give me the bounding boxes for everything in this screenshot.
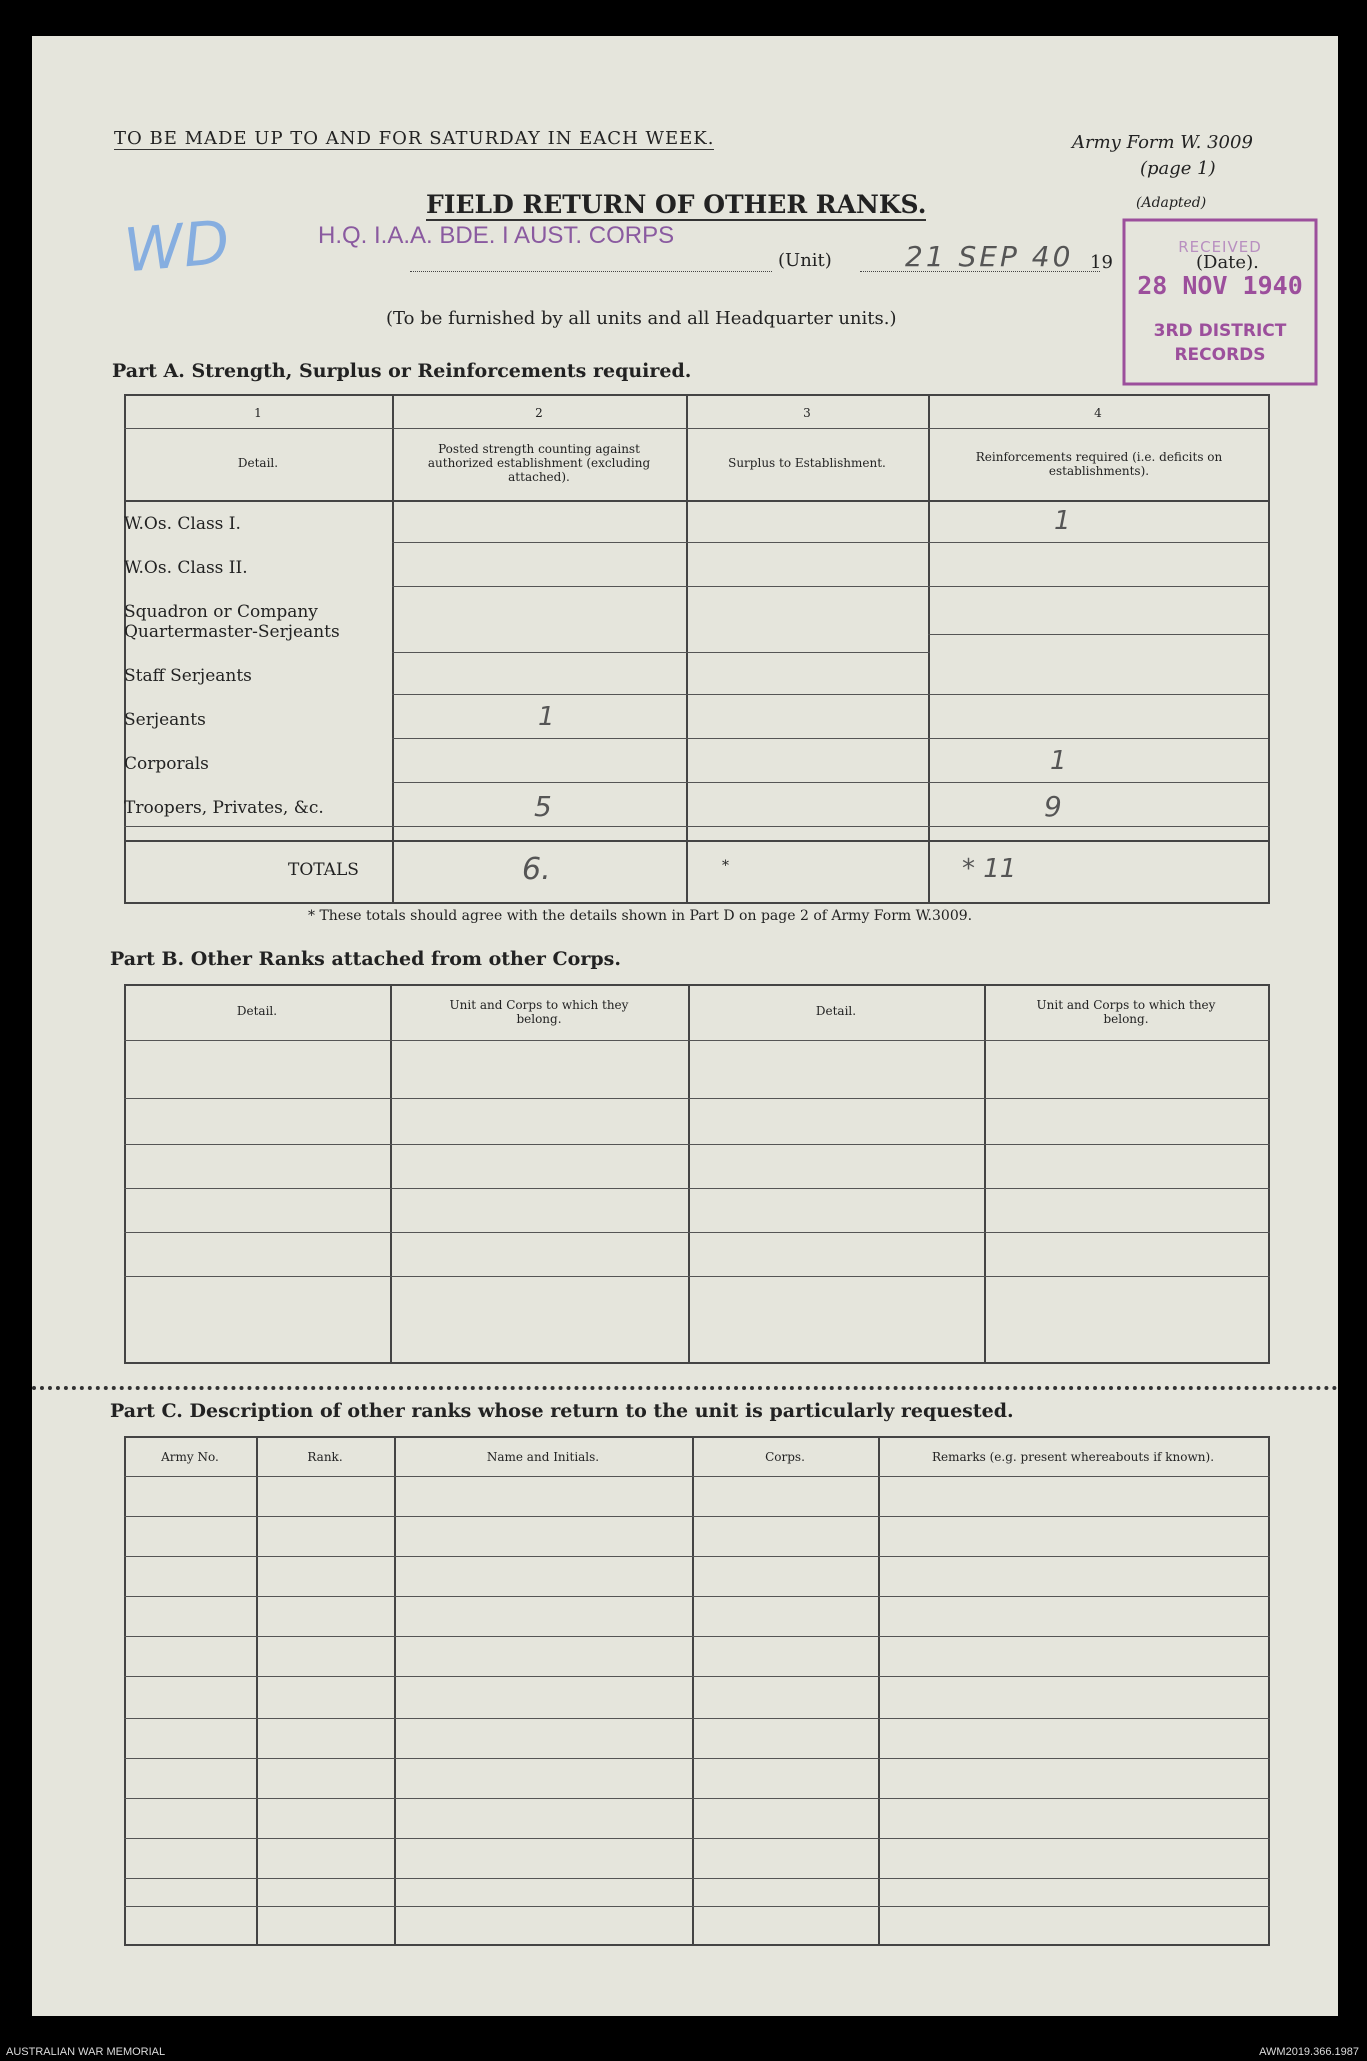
adapted-note: (Adapted) [1136,195,1207,211]
date-label: (Date). [1196,252,1259,273]
perforation-line [32,1386,1338,1390]
col-number-3: 3 [803,406,811,420]
value-totals-reinf: * 11 [962,854,1017,884]
part-a-table [124,394,1270,904]
date-value: 21 SEP 40 [905,240,1074,273]
part-c-table [124,1436,1270,1946]
part-b-heading: Part B. Other Ranks attached from other Corps. [110,948,621,970]
svg-text:3RD DISTRICT: 3RD DISTRICT [1153,321,1287,341]
svg-text:RECORDS: RECORDS [1174,345,1266,365]
col-number-2: 2 [535,406,543,420]
part-b-col-unit-1: Unit and Corps to which they belong. [449,998,629,1026]
page-indicator: (page 1) [1140,158,1216,179]
col-header-detail: Detail. [237,456,279,470]
received-stamp [1122,218,1318,386]
unit-dotted-line [410,270,772,272]
col-header-reinforcements: Reinforcements required (i.e. deficits on establishments). [975,450,1223,478]
part-c-col-army-no: Army No. [161,1450,219,1464]
col-number-4: 4 [1094,406,1102,420]
row-label-troopers: Troopers, Privates, &c. [124,798,324,818]
row-label-serjeants: Serjeants [124,710,206,730]
col-header-surplus: Surplus to Establishment. [728,456,886,470]
row-label-cqms: Squadron or Company Quartermaster-Serjeants [124,602,340,642]
totals-label: TOTALS [288,860,359,880]
col-header-posted: Posted strength counting against authorized establishment (excluding attached). [427,442,651,484]
unit-label: (Unit) [778,250,832,271]
part-a-footnote: * These totals should agree with the details shown in Part D on page 2 of Army Form W.3009. [308,908,973,924]
svg-text:RECEIVED: RECEIVED [1178,238,1262,256]
row-label-wo1: W.Os. Class I. [124,514,241,534]
value-totals-posted: 6. [522,852,551,887]
row-label-wo2: W.Os. Class II. [124,558,248,578]
value-troopers-posted: 5 [534,790,552,823]
part-a-heading: Part A. Strength, Surplus or Reinforcements required. [112,360,692,382]
col-number-1: 1 [254,406,262,420]
part-c-col-remarks: Remarks (e.g. present whereabouts if known). [931,1450,1215,1464]
footer-accession: AWM2019.366.1987 [1259,2046,1359,2058]
part-b-col-detail-2: Detail. [815,1004,857,1018]
instruction-line: TO BE MADE UP TO AND FOR SATURDAY IN EACH WEEK. [114,128,715,149]
part-b-col-detail-1: Detail. [236,1004,278,1018]
part-b-col-unit-2: Unit and Corps to which they belong. [1036,998,1216,1026]
part-c-col-name: Name and Initials. [486,1450,600,1464]
form-number: Army Form W. 3009 [1072,132,1253,153]
unit-value: H.Q. I.A.A. BDE. I AUST. CORPS [318,222,675,249]
part-b-table [124,984,1270,1364]
value-totals-surplus: * [722,858,729,874]
handwritten-initials: WD [121,207,233,287]
value-corporals-reinf: 1 [1050,746,1067,776]
part-c-col-corps: Corps. [765,1450,805,1464]
date-prefix: 19 [1090,252,1113,273]
footer-archive: AUSTRALIAN WAR MEMORIAL [6,2046,166,2058]
value-serjeants-posted: 1 [538,702,555,732]
part-c-col-rank: Rank. [307,1450,343,1464]
subtitle: (To be furnished by all units and all Headquarter units.) [386,308,897,329]
row-label-corporals: Corporals [124,754,209,774]
row-label-staff-serjeants: Staff Serjeants [124,666,252,686]
value-wo1-reinf: 1 [1054,506,1071,536]
part-c-heading: Part C. Description of other ranks whose return to the unit is particularly requested. [110,1400,1014,1422]
value-troopers-reinf: 9 [1044,790,1062,823]
svg-text:28 NOV 1940: 28 NOV 1940 [1137,271,1303,300]
page-title: FIELD RETURN OF OTHER RANKS. [426,190,927,219]
